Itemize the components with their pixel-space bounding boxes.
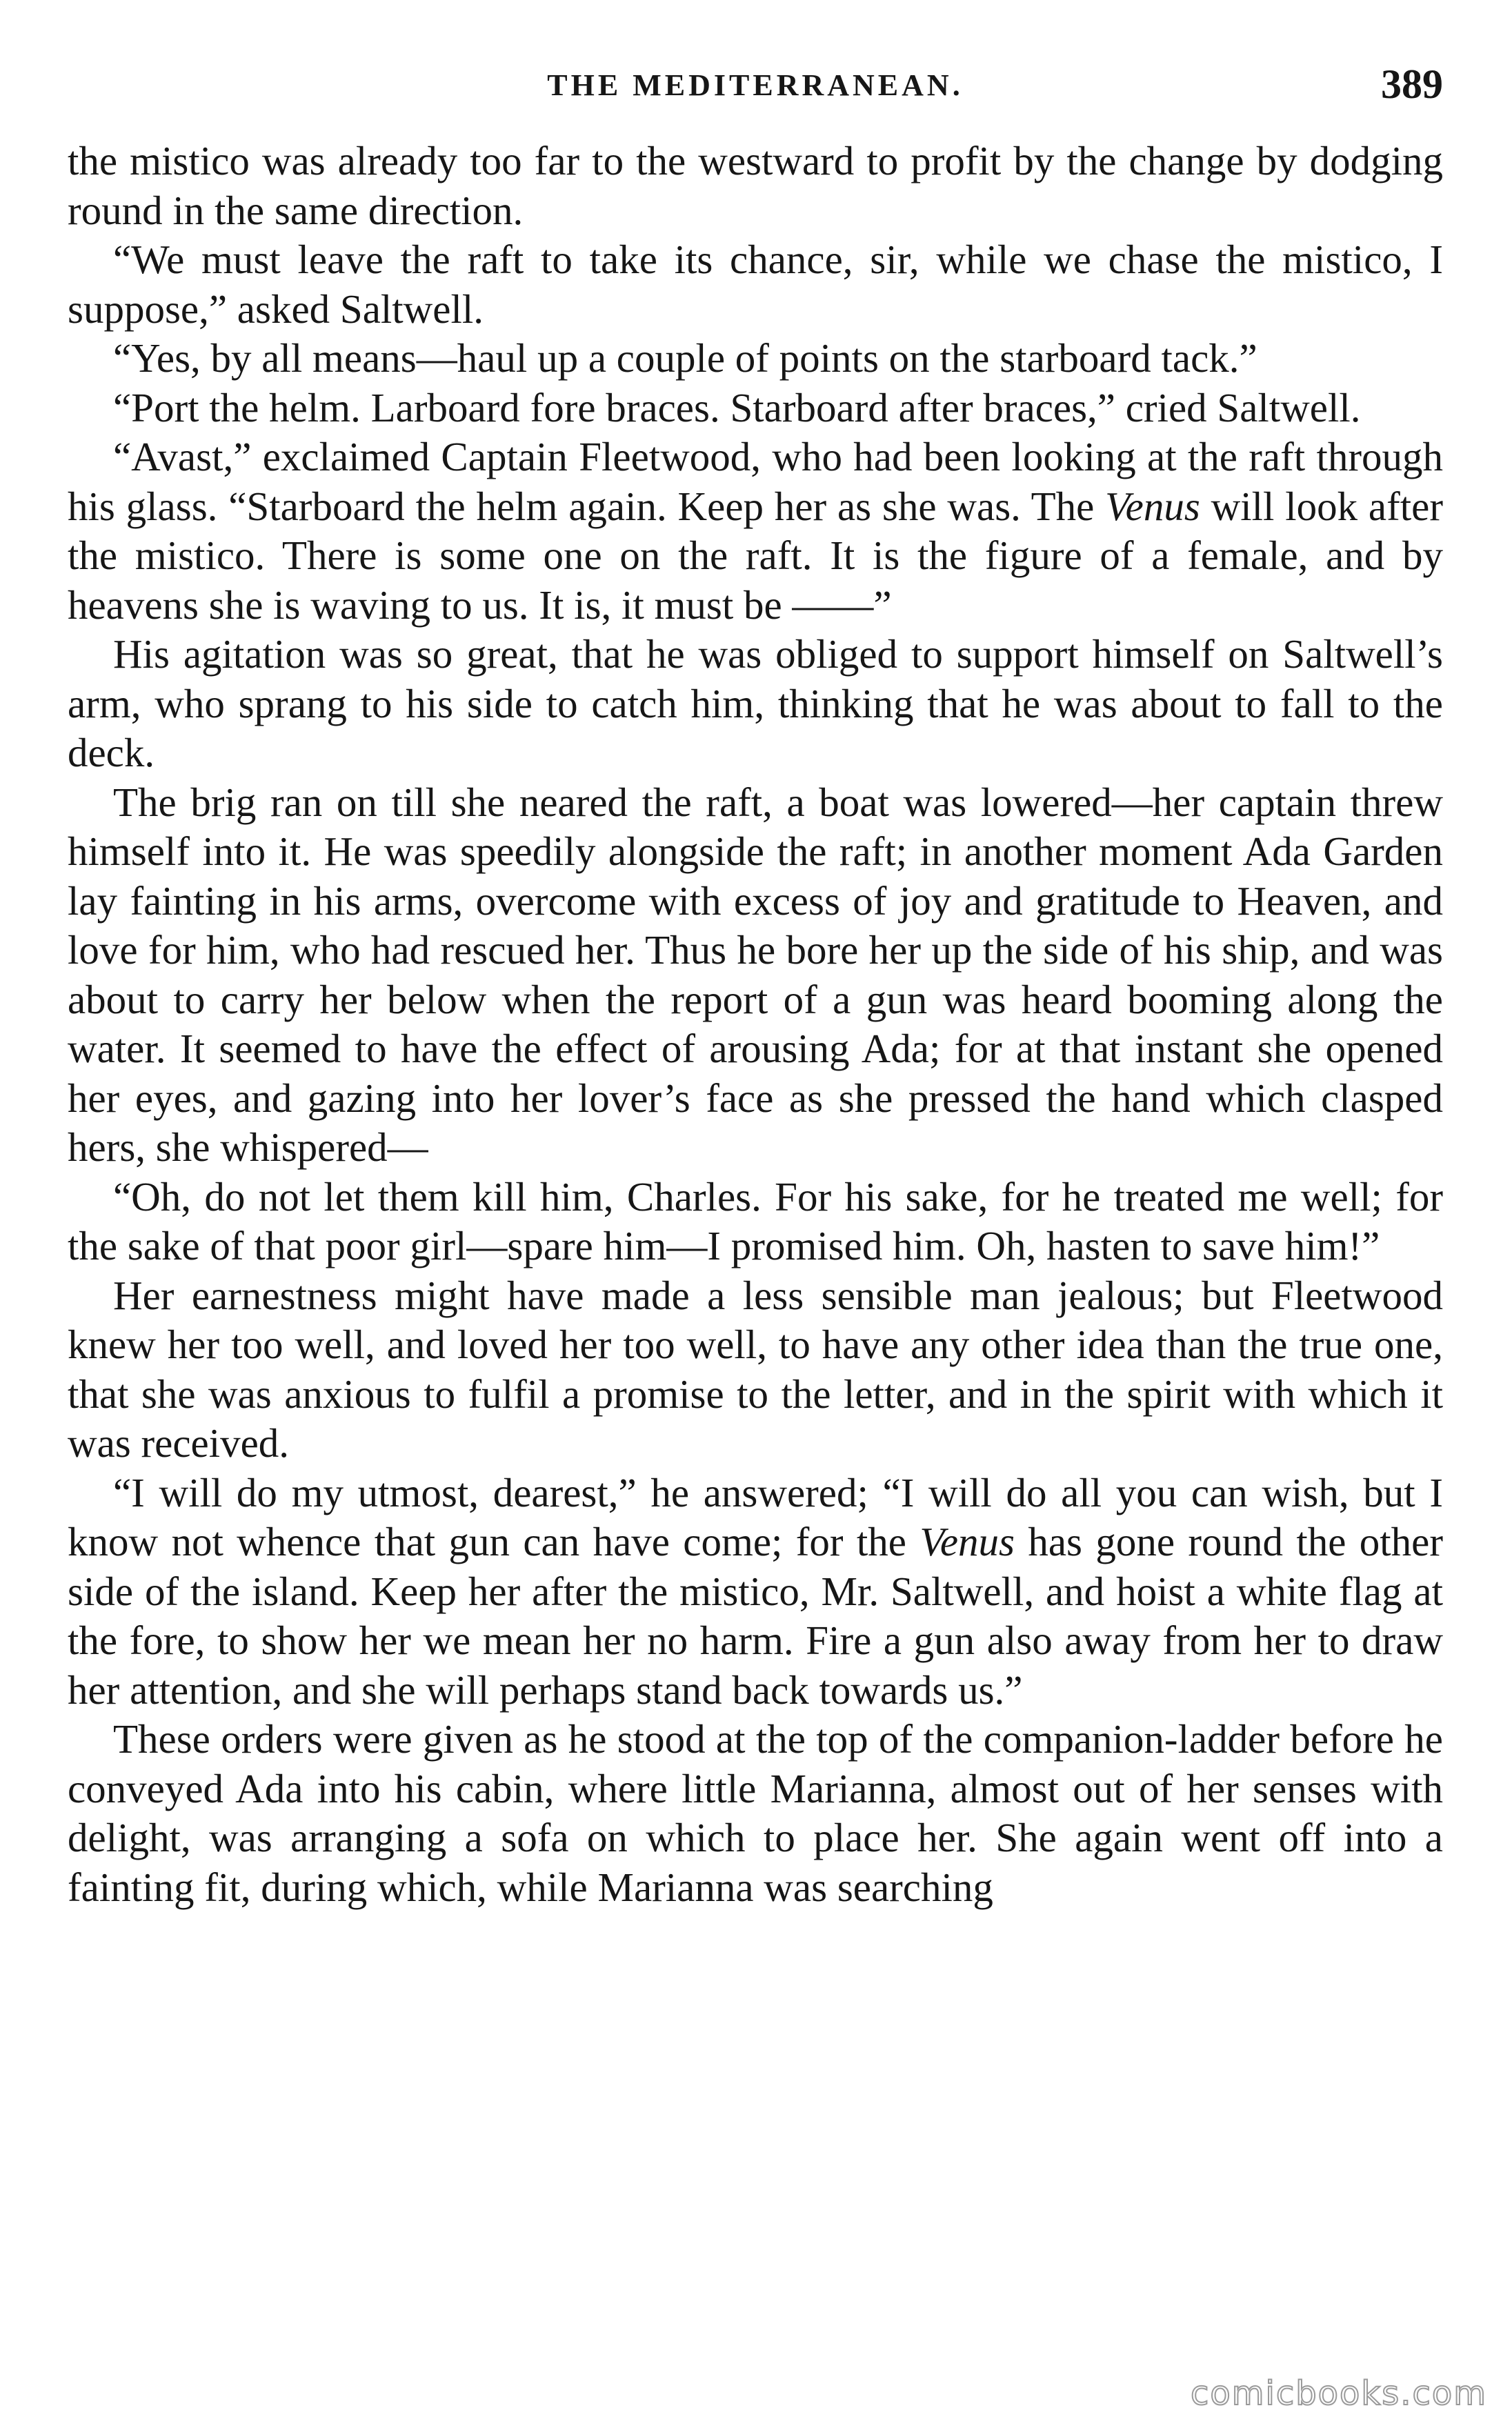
paragraph bbox=[68, 630, 1443, 778]
paragraph-text: “Oh, do not let them kill him, Charles. For his sake, for he treated me well; for the sake of that poor girl—spare him—I promised him. Oh, hasten to save him!” bbox=[68, 1173, 1443, 1268]
paragraph-text: has gone round the other side of the island. Keep her after the mistico, Mr. Saltwell, and hoist a white flag at the fore, to show her we mean her no harm. Fire a gun also away from her to draw her attention, and she will perhaps stand back towards us.” bbox=[68, 1519, 1443, 1713]
body-text bbox=[68, 137, 1443, 1912]
paragraph bbox=[68, 1173, 1443, 1271]
paragraph bbox=[68, 1715, 1443, 1912]
paragraph bbox=[68, 1271, 1443, 1469]
book-page bbox=[68, 61, 1443, 1912]
paragraph bbox=[68, 384, 1443, 433]
paragraph bbox=[68, 137, 1443, 235]
italic-text: Venus bbox=[919, 1519, 1015, 1564]
paragraph bbox=[68, 334, 1443, 384]
paragraph-text: The brig ran on till she neared the raft, a boat was lowered—her captain threw himself into it. He was speedily alongside the raft; in another moment Ada Garden lay fainting in his arms, overcome with excess of joy and gratitude to Heaven, and love for him, who had rescued her. Thus he bore her up the side of his ship, and was about to carry her below when the report of a gun was heard booming along the water. It seemed to have the effect of arousing Ada; for at that instant she opened her eyes, and gazing into her lover’s face as she pressed the hand which clasped hers, she whispered— bbox=[68, 779, 1443, 1170]
page-number: 389 bbox=[1381, 61, 1443, 107]
paragraph-text: will look after the mistico. There is some one on the raft. It is the figure of a female, and by heavens she is waving to us. It is, it must be ——” bbox=[68, 483, 1443, 628]
paragraph bbox=[68, 1469, 1443, 1715]
paragraph-text: “We must leave the raft to take its chance, sir, while we chase the mistico, I suppose,” asked Saltwell. bbox=[68, 237, 1443, 332]
page-header bbox=[68, 61, 1443, 137]
watermark: comicbooks.com bbox=[1190, 2374, 1487, 2413]
paragraph-text: These orders were given as he stood at the top of the companion-ladder before he conveyed Ada into his cabin, where little Marianna, almost out of her senses with delight, was arranging a sofa on which to place her. She again went off into a fainting fit, during which, while Marianna was searching bbox=[68, 1716, 1443, 1910]
paragraph-text: “Yes, by all means—haul up a couple of points on the starboard tack.” bbox=[113, 335, 1257, 381]
paragraph-text: “Avast,” exclaimed Captain Fleetwood, who had been looking at the raft through his glass. “Starboard the helm again. Keep her as she was. The bbox=[68, 434, 1443, 529]
paragraph-text: “Port the helm. Larboard fore braces. Starboard after braces,” cried Saltwell. bbox=[113, 384, 1361, 430]
paragraph-text: “I will do my utmost, dearest,” he answered; “I will do all you can wish, but I know not whence that gun can have come; for the bbox=[68, 1469, 1443, 1564]
paragraph-text: the mistico was already too far to the westward to profit by the change by dodging round in the same direction. bbox=[68, 138, 1443, 233]
paragraph bbox=[68, 778, 1443, 1173]
paragraph bbox=[68, 432, 1443, 630]
paragraph-text: His agitation was so great, that he was obliged to support himself on Saltwell’s arm, who sprang to his side to catch him, thinking that he was about to fall to the deck. bbox=[68, 631, 1443, 775]
running-title: THE MEDITERRANEAN. bbox=[547, 68, 964, 102]
paragraph-text: Her earnestness might have made a less sensible man jealous; but Fleetwood knew her too well, and loved her too well, to have any other idea than the true one, that she was anxious to fulfil a promise to the letter, and in the spirit with which it was received. bbox=[68, 1272, 1443, 1466]
italic-text: Venus bbox=[1105, 483, 1200, 529]
paragraph bbox=[68, 235, 1443, 334]
